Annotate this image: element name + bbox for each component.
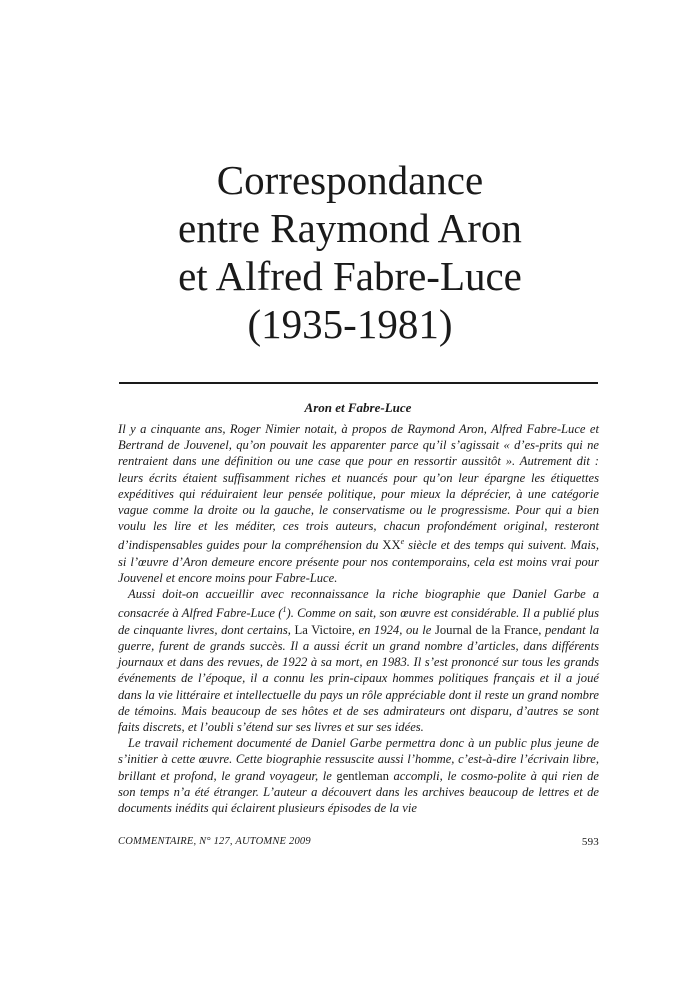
title-divider — [119, 382, 598, 384]
page-number: 593 — [581, 836, 599, 848]
paragraph-2-part-a: Aussi doit-on accueillir avec reconnaissance la riche biographie que Daniel Garbe a consacrée à Alfred Fabre-Luce ( — [118, 587, 599, 621]
century-superscript: e — [400, 537, 405, 547]
paragraph-1-tail: siècle et des temps qui suivent. Mais, si l’œuvre d’Aron demeure encore présente pour nos contemporains, cela est moins vrai pour Jouvenel et encore moins pour Fabre-Luce. — [118, 538, 599, 586]
paragraph-3 — [118, 735, 599, 816]
footnote-ref[interactable]: 1 — [282, 605, 287, 615]
paragraph-1-text: Il y a cinquante ans, Roger Nimier notait, à propos de Raymond Aron, Alfred Fabre-Luce et Bertrand de Jouvenel, qu’on pouvait les apparenter parce qu’il s’agissait « d’es-prits qui ne rentraient dans une définition ou une case que pour en ressortir aussitôt ». Autrement dit : leurs écrits étaient suffisamment riches et nuancés pour qu’on leur épargne les étiquettes expéditives qui réduiraient leur pensée politique, pour mieux la déprécier, à une catégorie vague comme la droite ou la gauche, le conservatisme ou le progressisme. Pour qui a bien voulu les lire et les méditer, ces trois auteurs, chacun profondément original, resteront d’indispensables guides pour la compréhension du — [118, 422, 599, 553]
article-title — [100, 156, 600, 348]
century-numeral: XX — [382, 538, 401, 553]
title-line-4: (1935-1981) — [247, 301, 453, 347]
journal-reference: COMMENTAIRE, N° 127, AUTOMNE 2009 — [118, 836, 311, 847]
title-line-2: entre Raymond Aron — [178, 205, 522, 251]
article-body — [118, 421, 599, 816]
paragraph-3-part-b: accompli, le cosmo-polite à qui rien de son temps n’a été étranger. L’auteur a découvert dans les archives beaucoup de lettres et de documents inédits qui éclairent plusieurs épisodes de la vie — [118, 768, 600, 816]
word-gentleman: gentleman — [336, 768, 389, 783]
book-title-victoire: La Victoire — [294, 622, 352, 637]
paragraph-2-part-b: ). Comme on sait, son œuvre est considérable. Il a publié plus de cinquante livres, dont certains, — [118, 606, 599, 637]
title-line-1: Correspondance — [216, 157, 484, 203]
title-line-3: et Alfred Fabre-Luce — [178, 253, 522, 299]
paragraph-2-part-d: , pendant la guerre, furent de grands succès. Il a aussi écrit un grand nombre d’articles, dans différents journaux et dans des revues, de 1922 à sa mort, en 1983. Il s’est prononcé sur tous les grands événements de l’époque, il a connu les prin-cipaux hommes politiques français et il a joué dans la vie littéraire et intellectuelle du pays un rôle appréciable dont il reste un grand nombre de témoins. Mais beaucoup de ses hôtes et de ses admirateurs ont disparu, d’autres se sont faits discrets, et l’oubli s’étend sur ses livres et sur ses idées. — [118, 622, 599, 735]
book-title-journal: Journal de la France — [434, 622, 539, 637]
section-heading: Aron et Fabre-Luce — [304, 400, 412, 415]
paragraph-1 — [118, 421, 599, 586]
page-footer — [118, 836, 599, 847]
paragraph-3-part-a: Le travail richement documenté de Daniel Garbe permettra donc à un public plus jeune de s’initier à cette œuvre. Cette biographie ressuscite aussi l’homme, c’est-à-dire l’écrivain libre, brillant et profond, le grand voyageur, le — [118, 736, 599, 783]
paragraph-2-part-c: , en 1924, ou le — [351, 622, 435, 637]
paragraph-2 — [118, 586, 599, 735]
